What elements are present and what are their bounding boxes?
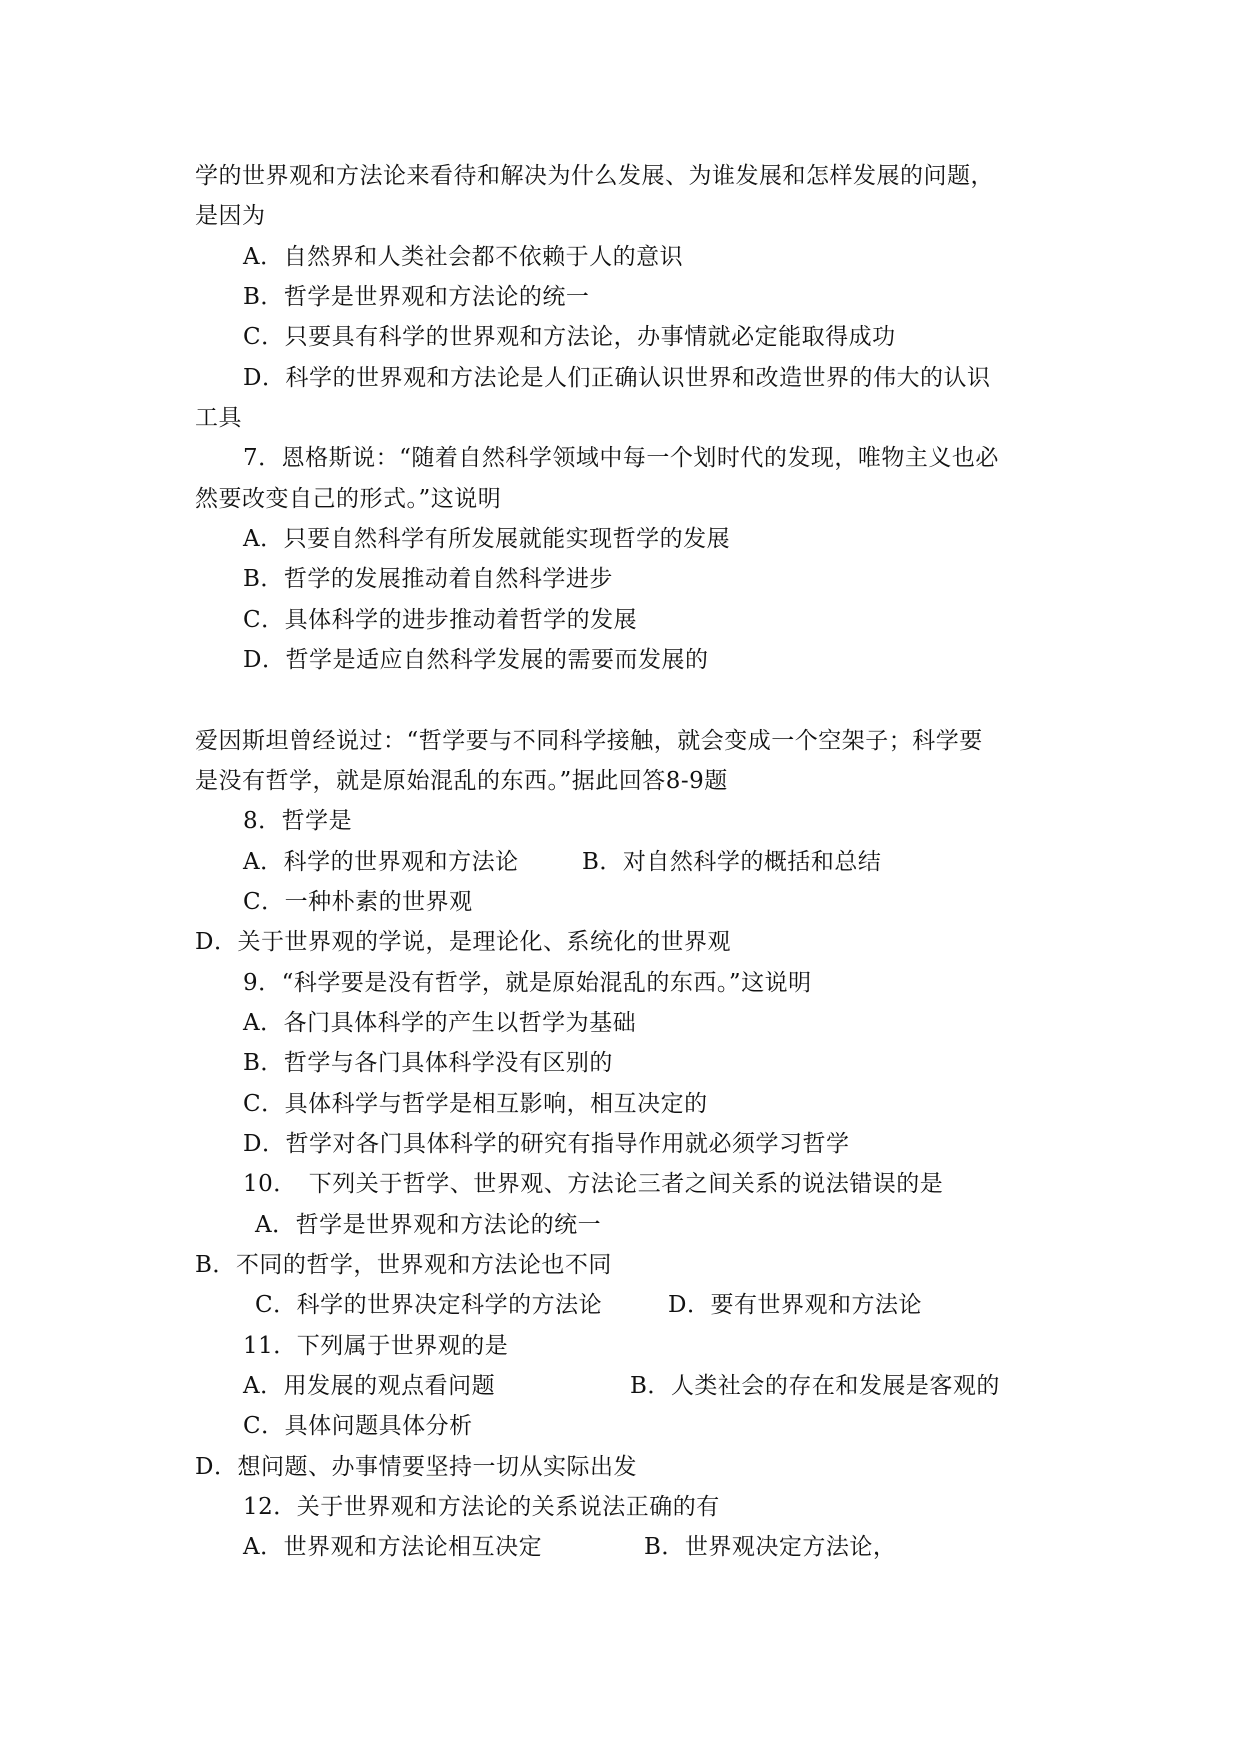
question-11-option-a: A．用发展的观点看问题 bbox=[243, 1373, 496, 1399]
question-6-option-d-line-2: 工具 bbox=[195, 405, 242, 431]
question-10-option-a: A．哲学是世界观和方法论的统一 bbox=[255, 1212, 602, 1238]
question-8-option-b: B．对自然科学的概括和总结 bbox=[582, 849, 882, 875]
question-6-option-b: B．哲学是世界观和方法论的统一 bbox=[243, 284, 590, 310]
question-7-option-c: C．具体科学的进步推动着哲学的发展 bbox=[243, 607, 638, 633]
passage-line-1: 爱因斯坦曾经说过：“哲学要与不同科学接触，就会变成一个空架子；科学要 bbox=[195, 728, 983, 754]
question-6-option-c: C．只要具有科学的世界观和方法论，办事情就必定能取得成功 bbox=[243, 324, 896, 350]
question-8-option-c: C．一种朴素的世界观 bbox=[243, 889, 473, 915]
question-11-option-b: B．人类社会的存在和发展是客观的 bbox=[630, 1373, 1000, 1399]
question-7-option-d: D．哲学是适应自然科学发展的需要而发展的 bbox=[243, 647, 709, 673]
question-7-option-b: B．哲学的发展推动着自然科学进步 bbox=[243, 566, 613, 592]
question-11-option-c: C．具体问题具体分析 bbox=[243, 1413, 473, 1439]
question-10-option-d: D．要有世界观和方法论 bbox=[668, 1292, 922, 1318]
question-6-option-a: A．自然界和人类社会都不依赖于人的意识 bbox=[243, 244, 684, 270]
question-7-option-a: A．只要自然科学有所发展就能实现哲学的发展 bbox=[243, 526, 731, 552]
question-7-stem-line-2: 然要改变自己的形式。”这说明 bbox=[195, 486, 502, 512]
question-9-stem: 9．“科学要是没有哲学，就是原始混乱的东西。”这说明 bbox=[243, 970, 812, 996]
question-11-option-d: D．想问题、办事情要坚持一切从实际出发 bbox=[195, 1454, 637, 1480]
question-9-option-c: C．具体科学与哲学是相互影响，相互决定的 bbox=[243, 1091, 708, 1117]
question-12-option-b: B．世界观决定方法论， bbox=[644, 1534, 897, 1560]
question-8-option-a: A．科学的世界观和方法论 bbox=[243, 849, 519, 875]
question-6-stem-line-2: 是因为 bbox=[195, 203, 266, 229]
question-12-stem: 12．关于世界观和方法论的关系说法正确的有 bbox=[243, 1494, 720, 1520]
question-9-option-d: D．哲学对各门具体科学的研究有指导作用就必须学习哲学 bbox=[243, 1131, 850, 1157]
question-9-option-b: B．哲学与各门具体科学没有区别的 bbox=[243, 1050, 613, 1076]
question-12-option-a: A．世界观和方法论相互决定 bbox=[243, 1534, 543, 1560]
question-9-option-a: A．各门具体科学的产生以哲学为基础 bbox=[243, 1010, 637, 1036]
question-6-stem-line-1: 学的世界观和方法论来看待和解决为什么发展、为谁发展和怎样发展的问题， bbox=[195, 163, 994, 189]
question-6-option-d-line-1: D．科学的世界观和方法论是人们正确认识世界和改造世界的伟大的认识 bbox=[243, 365, 991, 391]
question-8-option-d: D．关于世界观的学说，是理论化、系统化的世界观 bbox=[195, 929, 731, 955]
passage-line-2: 是没有哲学，就是原始混乱的东西。”据此回答8-9题 bbox=[195, 768, 728, 794]
question-7-stem-line-1: 7．恩格斯说：“随着自然科学领域中每一个划时代的发现，唯物主义也必 bbox=[243, 445, 999, 471]
question-10-option-b: B．不同的哲学，世界观和方法论也不同 bbox=[195, 1252, 612, 1278]
question-11-stem: 11．下列属于世界观的是 bbox=[243, 1333, 509, 1359]
question-8-stem: 8．哲学是 bbox=[243, 808, 353, 834]
question-10-option-c: C．科学的世界决定科学的方法论 bbox=[255, 1292, 603, 1318]
question-10-stem: 10． 下列关于哲学、世界观、方法论三者之间关系的说法错误的是 bbox=[243, 1171, 944, 1197]
